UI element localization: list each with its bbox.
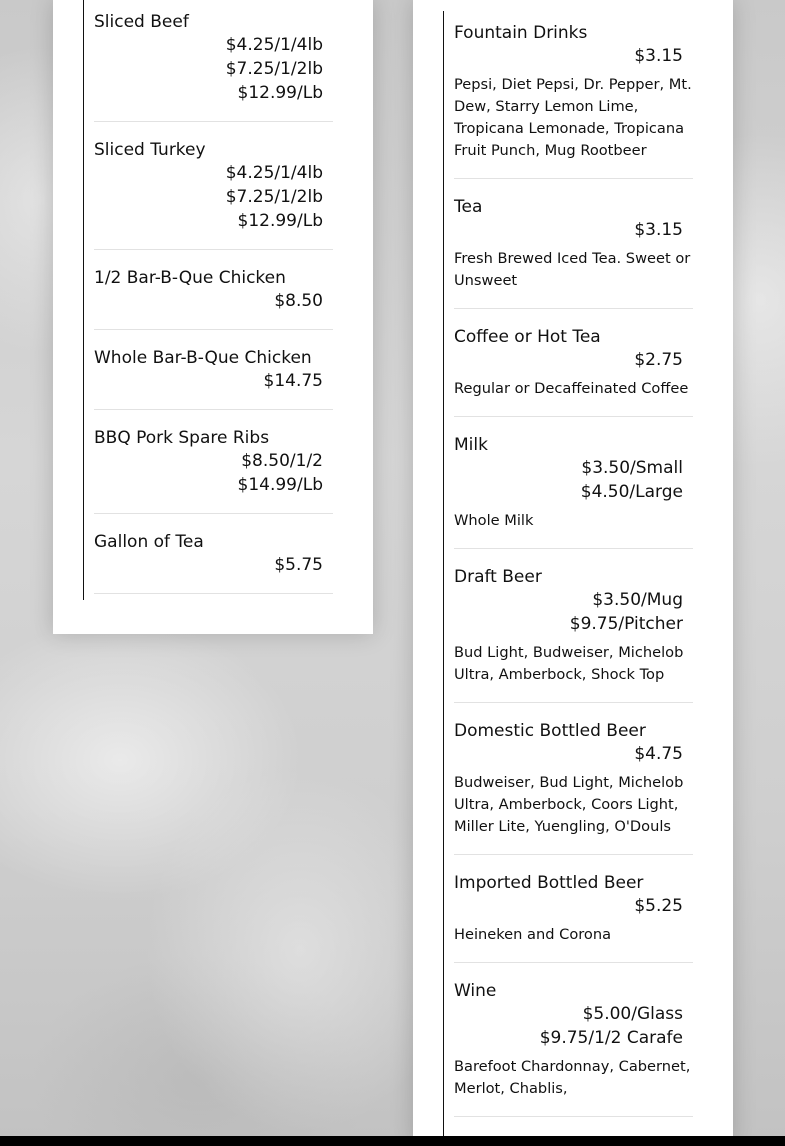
menu-item-name: Domestic Bottled Beer [454,721,646,741]
menu-item [454,326,693,417]
menu-item-name: Imported Bottled Beer [454,873,644,893]
menu-item-price: $8.50/1/2 [241,451,323,471]
menu-item-price: $4.25/1/4lb [225,35,323,55]
menu-item-price: $3.15 [634,46,683,66]
menu-item-description: Budweiser, Bud Light, Michelob Ultra, Amberbock, Coors Light, Miller Lite, Yuengling, O'Douls [454,774,684,835]
menu-item-name: Sliced Turkey [94,140,206,160]
menu-item-prices [94,161,333,233]
menu-item [454,434,693,549]
menu-item-description: Pepsi, Diet Pepsi, Dr. Pepper, Mt. Dew, Starry Lemon Lime, Tropicana Lemonade, Tropicana Fruit Punch, Mug Rootbeer [454,76,692,159]
menu-item-prices [454,218,693,242]
menu-item-name: Sliced Beef [94,12,189,32]
menu-item-name: Coffee or Hot Tea [454,327,601,347]
menu-item-prices [454,348,693,372]
menu-item-price: $5.25 [634,896,683,916]
bottom-bar [0,1136,785,1146]
menu-item-price: $4.50/Large [580,482,683,502]
menu-item-prices [454,588,693,636]
menu-item [94,267,333,330]
menu-item-price: $12.99/Lb [237,211,323,231]
left-menu-panel [53,0,373,634]
menu-item [454,872,693,963]
menu-item-name: Gallon of Tea [94,532,204,552]
menu-item-name: Fountain Drinks [454,23,588,43]
menu-item-prices [454,1002,693,1050]
menu-item [454,22,693,179]
menu-item [454,566,693,703]
menu-item [94,531,333,594]
menu-item-price: $7.25/1/2lb [225,59,323,79]
menu-item-price: $14.99/Lb [237,475,323,495]
menu-item [454,720,693,855]
menu-item-prices [94,33,333,105]
menu-item-price: $5.75 [274,555,323,575]
menu-item-price: $7.25/1/2lb [225,187,323,207]
menu-item-price: $3.50/Small [581,458,683,478]
menu-item-price: $9.75/1/2 Carafe [539,1028,683,1048]
menu-item-price: $4.25/1/4lb [225,163,323,183]
menu-item-description: Regular or Decaffeinated Coffee [454,380,689,397]
menu-item-name: Draft Beer [454,567,542,587]
menu-item-prices [454,44,693,68]
menu-item-name: Milk [454,435,488,455]
menu-item-description: Bud Light, Budweiser, Michelob Ultra, Amberbock, Shock Top [454,644,684,683]
menu-item-name: 1/2 Bar-B-Que Chicken [94,268,286,288]
left-column-rule [83,0,84,600]
menu-item-description: Fresh Brewed Iced Tea. Sweet or Unsweet [454,250,691,289]
menu-item-description: Whole Milk [454,512,534,529]
menu-item-name: Wine [454,981,497,1001]
menu-item-prices [454,742,693,766]
menu-item-price: $4.75 [634,744,683,764]
menu-item-prices [94,289,333,313]
menu-item-price: $14.75 [263,371,323,391]
menu-item-name: Tea [454,197,483,217]
menu-item-prices [94,449,333,497]
menu-item-name: BBQ Pork Spare Ribs [94,428,270,448]
menu-item-prices [454,894,693,918]
menu-item-price: $3.15 [634,220,683,240]
right-column-rule [443,11,444,1146]
menu-item [454,196,693,309]
menu-item-description: Barefoot Chardonnay, Cabernet, Merlot, Chablis, [454,1058,691,1097]
menu-item-price: $5.00/Glass [582,1004,683,1024]
menu-item [454,980,693,1117]
left-menu-list [94,11,333,611]
menu-item-price: $3.50/Mug [592,590,683,610]
menu-item-prices [94,369,333,393]
right-menu-panel [413,0,733,1146]
menu-item [94,139,333,250]
menu-item-price: $8.50 [274,291,323,311]
menu-item-prices [454,456,693,504]
menu-item [94,347,333,410]
right-menu-list [454,22,693,1134]
menu-item [94,11,333,122]
menu-item-price: $9.75/Pitcher [569,614,683,634]
menu-item-description: Heineken and Corona [454,926,612,943]
menu-item-price: $12.99/Lb [237,83,323,103]
menu-item-name: Whole Bar-B-Que Chicken [94,348,312,368]
menu-item-price: $2.75 [634,350,683,370]
menu-item [94,427,333,514]
menu-item-prices [94,553,333,577]
